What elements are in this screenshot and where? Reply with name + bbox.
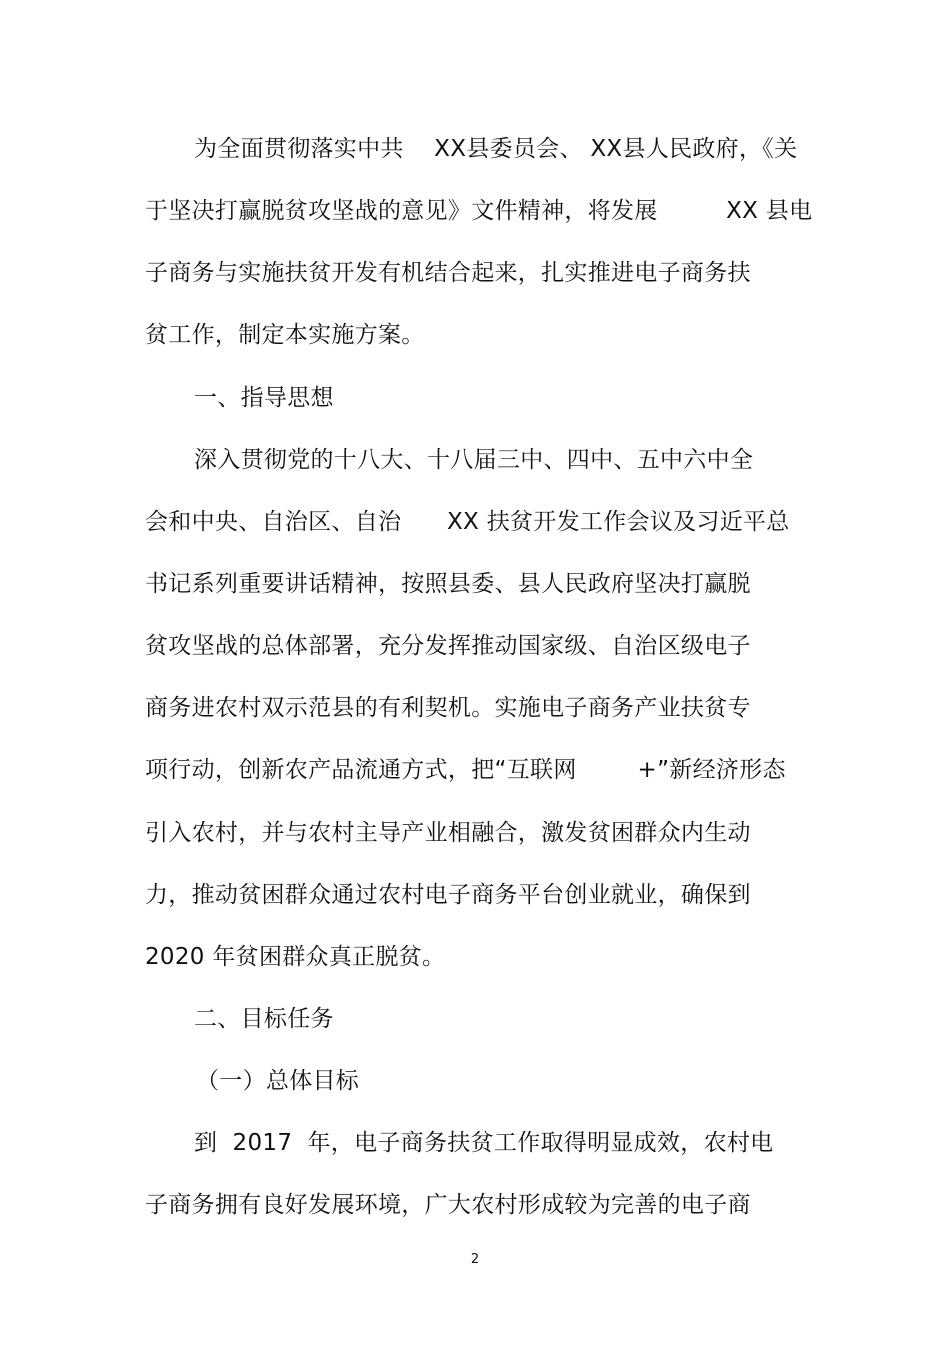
text-line-4: 贫工作，制定本实施方案。 xyxy=(145,322,425,348)
text-line-18: 子商务拥有良好发展环境，广大农村形成较为完善的电子商 xyxy=(145,1192,751,1218)
text-line-7: 会和中央、自治区、自治 XX 扶贫开发工作会议及习近平总 xyxy=(145,509,790,535)
section-heading-2: 二、目标任务 xyxy=(194,1006,334,1032)
text-line-6: 深入贯彻党的十八大、十八届三中、四中、五中六中全 xyxy=(194,447,754,473)
text-line-9: 贫攻坚战的总体部署，充分发挥推动国家级、自治区级电子 xyxy=(145,633,751,659)
text-line-1: 为全面贯彻落实中共 XX县委员会、 XX县人民政府，《关 xyxy=(194,136,798,162)
text-line-11: 项行动，创新农产品流通方式，把“互联网 +”新经济形态 xyxy=(145,757,786,783)
text-line-10: 商务进农村双示范县的有利契机。实施电子商务产业扶贫专 xyxy=(145,695,751,721)
text-line-2: 于坚决打赢脱贫攻坚战的意见》文件精神，将发展 XX 县电 xyxy=(145,198,813,224)
subsection-heading-1: （一）总体目标 xyxy=(196,1068,360,1094)
page-number: 2 xyxy=(470,1252,480,1267)
text-line-8: 书记系列重要讲话精神，按照县委、县人民政府坚决打赢脱 xyxy=(145,571,751,597)
text-line-13: 力，推动贫困群众通过农村电子商务平台创业就业，确保到 xyxy=(145,882,751,908)
text-line-3: 子商务与实施扶贫开发有机结合起来，扎实推进电子商务扶 xyxy=(145,260,751,286)
text-line-17: 到 2017 年，电子商务扶贫工作取得明显成效，农村电 xyxy=(194,1130,774,1156)
text-line-12: 引入农村，并与农村主导产业相融合，激发贫困群众内生动 xyxy=(145,820,751,846)
section-heading-1: 一、指导思想 xyxy=(194,385,334,411)
text-line-14: 2020 年贫困群众真正脱贫。 xyxy=(145,944,446,970)
